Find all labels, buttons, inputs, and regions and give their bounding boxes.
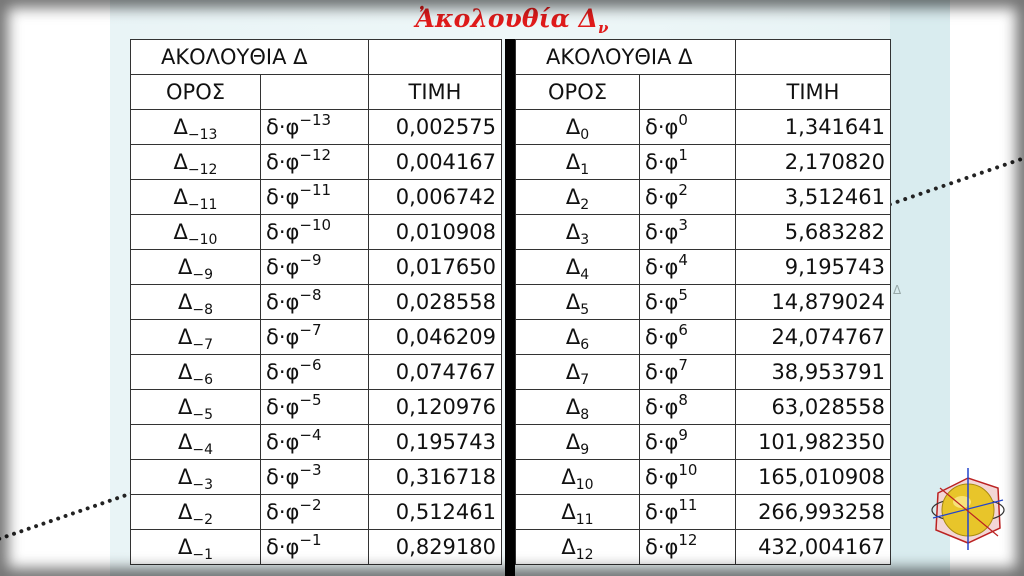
term-letter: Δ (177, 325, 193, 349)
expression-cell (261, 145, 369, 180)
table-row (131, 110, 502, 145)
table-column-header-row (516, 75, 891, 110)
expression-cell (640, 215, 736, 250)
expression-base: δ·φ (645, 465, 679, 489)
expression-cell (640, 285, 736, 320)
term-index: 8 (580, 407, 590, 423)
column-header-value: ΤΙΜΗ (369, 75, 502, 110)
term-cell (131, 285, 261, 320)
term-cell (516, 145, 640, 180)
expression-base: δ·φ (266, 185, 300, 209)
column-header-value: ΤΙΜΗ (736, 75, 891, 110)
expression-base: δ·φ (645, 535, 679, 559)
table-row (131, 320, 502, 355)
expression-cell (640, 145, 736, 180)
expression-base: δ·φ (266, 430, 300, 454)
term-index: −10 (187, 232, 218, 248)
expression-base: δ·φ (266, 465, 300, 489)
term-index: −8 (192, 302, 213, 318)
table-row (131, 180, 502, 215)
table-row (131, 460, 502, 495)
expression-cell (640, 530, 736, 565)
term-index: 11 (575, 512, 594, 528)
term-index: −5 (192, 407, 213, 423)
expression-cell (261, 530, 369, 565)
table-row (516, 425, 891, 460)
expression-cell (261, 495, 369, 530)
term-cell (516, 460, 640, 495)
expression-base: δ·φ (266, 115, 300, 139)
expression-base: δ·φ (645, 290, 679, 314)
term-letter: Δ (565, 395, 581, 419)
expression-cell (261, 110, 369, 145)
term-letter: Δ (565, 185, 581, 209)
term-cell (131, 390, 261, 425)
expression-exponent: 3 (678, 216, 688, 234)
expression-cell (640, 460, 736, 495)
expression-exponent: 12 (678, 531, 698, 549)
expression-exponent: 10 (678, 461, 698, 479)
empty-header-cell (736, 40, 891, 75)
value-cell: 0,316718 (369, 460, 502, 495)
value-cell: 0,010908 (369, 215, 502, 250)
expression-cell (640, 250, 736, 285)
term-letter: Δ (561, 535, 576, 559)
table-row (516, 355, 891, 390)
term-letter: Δ (177, 500, 193, 524)
value-cell: 165,010908 (736, 460, 891, 495)
value-cell: 5,683282 (736, 215, 891, 250)
expression-cell (640, 180, 736, 215)
term-letter: Δ (177, 360, 193, 384)
expression-exponent: −7 (299, 321, 322, 339)
table-row (516, 285, 891, 320)
term-index: 4 (580, 267, 590, 283)
expression-base: δ·φ (645, 430, 679, 454)
expression-base: δ·φ (266, 360, 300, 384)
value-cell: 0,028558 (369, 285, 502, 320)
faint-mark: Δ (893, 283, 902, 297)
table-row (516, 250, 891, 285)
term-letter: Δ (565, 290, 581, 314)
value-cell: 0,046209 (369, 320, 502, 355)
table-row (516, 320, 891, 355)
table-row (516, 110, 891, 145)
term-letter: Δ (561, 500, 576, 524)
term-cell (131, 460, 261, 495)
expression-base: δ·φ (645, 115, 679, 139)
expression-exponent: 9 (678, 426, 688, 444)
value-cell: 0,017650 (369, 250, 502, 285)
value-cell: 14,879024 (736, 285, 891, 320)
term-cell (131, 250, 261, 285)
expression-base: δ·φ (266, 150, 300, 174)
expression-cell (261, 215, 369, 250)
expression-exponent: −6 (299, 356, 322, 374)
term-index: 6 (580, 337, 590, 353)
term-index: −2 (192, 512, 213, 528)
term-index: 7 (580, 372, 590, 388)
sequence-table-negative (130, 39, 502, 565)
term-letter: Δ (565, 430, 581, 454)
expression-exponent: −9 (299, 251, 322, 269)
table-title-cell (131, 40, 369, 75)
term-cell (131, 530, 261, 565)
expression-cell (640, 425, 736, 460)
table-divider (505, 39, 515, 576)
expression-cell (640, 320, 736, 355)
term-index: −1 (192, 547, 213, 563)
value-cell: 432,004167 (736, 530, 891, 565)
expression-base: δ·φ (645, 395, 679, 419)
term-letter: Δ (177, 430, 193, 454)
term-letter: Δ (177, 395, 193, 419)
value-cell: 1,341641 (736, 110, 891, 145)
value-cell: 0,120976 (369, 390, 502, 425)
term-letter: Δ (173, 185, 188, 209)
value-cell: 24,074767 (736, 320, 891, 355)
expression-base: δ·φ (266, 220, 300, 244)
sequence-table-positive (515, 39, 891, 565)
expression-base: δ·φ (645, 185, 679, 209)
table-title-cell (516, 40, 736, 75)
term-letter: Δ (177, 465, 193, 489)
term-cell (131, 110, 261, 145)
term-cell (516, 530, 640, 565)
expression-exponent: −4 (299, 426, 322, 444)
value-cell: 38,953791 (736, 355, 891, 390)
term-index: 10 (575, 477, 594, 493)
table-row (516, 215, 891, 250)
expression-exponent: 4 (678, 251, 688, 269)
value-cell: 63,028558 (736, 390, 891, 425)
expression-exponent: −5 (299, 391, 322, 409)
expression-cell (640, 110, 736, 145)
expression-base: δ·φ (266, 255, 300, 279)
expression-exponent: −10 (299, 216, 332, 234)
expression-exponent: 0 (678, 111, 688, 129)
term-letter: Δ (173, 150, 188, 174)
term-cell (516, 285, 640, 320)
expression-cell (640, 495, 736, 530)
term-letter: Δ (565, 255, 581, 279)
expression-cell (640, 390, 736, 425)
table-row (516, 180, 891, 215)
table-column-header-row (131, 75, 502, 110)
expression-cell (261, 355, 369, 390)
term-index: −9 (192, 267, 213, 283)
term-cell (131, 145, 261, 180)
expression-exponent: 1 (678, 146, 688, 164)
term-cell (131, 215, 261, 250)
term-index: −4 (192, 442, 213, 458)
term-letter: Δ (173, 115, 188, 139)
table-header-row (131, 40, 502, 75)
term-letter: Δ (177, 535, 193, 559)
expression-cell (261, 320, 369, 355)
table-row (131, 145, 502, 180)
term-cell (516, 250, 640, 285)
table-row (516, 530, 891, 565)
expression-base: δ·φ (266, 395, 300, 419)
expression-base: δ·φ (645, 255, 679, 279)
term-index: 5 (580, 302, 590, 318)
expression-exponent: −12 (299, 146, 332, 164)
expression-exponent: 2 (678, 181, 688, 199)
page-title: Ἀκολουθία $\Delta_\nu$ (415, 4, 609, 37)
expression-cell (640, 355, 736, 390)
table-title: ΑΚΟΛΟΥΘΙΑ Δ (546, 45, 693, 69)
expression-cell (261, 250, 369, 285)
value-cell: 0,074767 (369, 355, 502, 390)
table-row (131, 495, 502, 530)
value-cell: 101,982350 (736, 425, 891, 460)
term-index: 0 (580, 127, 590, 143)
table-row (131, 530, 502, 565)
term-letter: Δ (565, 220, 581, 244)
value-cell: 0,002575 (369, 110, 502, 145)
expression-cell (261, 460, 369, 495)
expression-base: δ·φ (266, 500, 300, 524)
term-cell (131, 425, 261, 460)
table-row (131, 215, 502, 250)
table-row (516, 145, 891, 180)
expression-exponent: 7 (678, 356, 688, 374)
expression-cell (261, 390, 369, 425)
table-header-row (516, 40, 891, 75)
value-cell: 0,512461 (369, 495, 502, 530)
table-title: ΑΚΟΛΟΥΘΙΑ Δ (161, 45, 308, 69)
term-cell (516, 425, 640, 460)
expression-exponent: −8 (299, 286, 322, 304)
expression-exponent: 6 (678, 321, 688, 339)
term-index: −11 (187, 197, 218, 213)
expression-exponent: −1 (299, 531, 322, 549)
table-row (131, 390, 502, 425)
term-cell (516, 215, 640, 250)
expression-exponent: −13 (299, 111, 332, 129)
value-cell: 0,829180 (369, 530, 502, 565)
term-index: −3 (192, 477, 213, 493)
term-index: −13 (187, 127, 218, 143)
term-letter: Δ (565, 360, 581, 384)
value-cell: 0,006742 (369, 180, 502, 215)
table-row (516, 460, 891, 495)
term-letter: Δ (173, 220, 188, 244)
term-index: 12 (575, 547, 594, 563)
expression-exponent: −11 (299, 181, 332, 199)
sphere-icon (918, 458, 1018, 558)
term-cell (516, 110, 640, 145)
term-cell (516, 495, 640, 530)
term-index: −7 (192, 337, 213, 353)
expression-base: δ·φ (645, 150, 679, 174)
value-cell: 0,004167 (369, 145, 502, 180)
term-cell (516, 390, 640, 425)
expression-base: δ·φ (266, 290, 300, 314)
table-row (131, 250, 502, 285)
term-index: −6 (192, 372, 213, 388)
column-header-term: ΟΡΟΣ (131, 75, 261, 110)
expression-base: δ·φ (645, 360, 679, 384)
expression-cell (261, 425, 369, 460)
term-cell (131, 495, 261, 530)
value-cell: 3,512461 (736, 180, 891, 215)
term-letter: Δ (565, 150, 581, 174)
expression-base: δ·φ (645, 325, 679, 349)
term-cell (516, 320, 640, 355)
term-cell (516, 180, 640, 215)
expression-exponent: 5 (678, 286, 688, 304)
term-index: 3 (580, 232, 590, 248)
term-cell (131, 180, 261, 215)
term-letter: Δ (177, 255, 193, 279)
value-cell: 9,195743 (736, 250, 891, 285)
term-cell (131, 355, 261, 390)
term-letter: Δ (177, 290, 193, 314)
term-index: 9 (580, 442, 590, 458)
term-letter: Δ (565, 115, 581, 139)
expression-cell (261, 285, 369, 320)
expression-base: δ·φ (266, 535, 300, 559)
term-index: 2 (580, 197, 590, 213)
term-index: 1 (580, 162, 590, 178)
expression-base: δ·φ (645, 220, 679, 244)
term-letter: Δ (561, 465, 576, 489)
expression-base: δ·φ (645, 500, 679, 524)
expression-exponent: −2 (299, 496, 322, 514)
expression-exponent: 11 (678, 496, 698, 514)
table-row (131, 285, 502, 320)
table-row (516, 390, 891, 425)
value-cell: 0,195743 (369, 425, 502, 460)
column-header-term: ΟΡΟΣ (516, 75, 640, 110)
expression-exponent: −3 (299, 461, 322, 479)
expression-exponent: 8 (678, 391, 688, 409)
term-cell (516, 355, 640, 390)
empty-header-cell (261, 75, 369, 110)
value-cell: 2,170820 (736, 145, 891, 180)
term-cell (131, 320, 261, 355)
table-row (131, 425, 502, 460)
value-cell: 266,993258 (736, 495, 891, 530)
empty-header-cell (640, 75, 736, 110)
expression-cell (261, 180, 369, 215)
empty-header-cell (369, 40, 502, 75)
term-letter: Δ (565, 325, 581, 349)
table-row (131, 355, 502, 390)
table-row (516, 495, 891, 530)
term-index: −12 (187, 162, 218, 178)
expression-base: δ·φ (266, 325, 300, 349)
